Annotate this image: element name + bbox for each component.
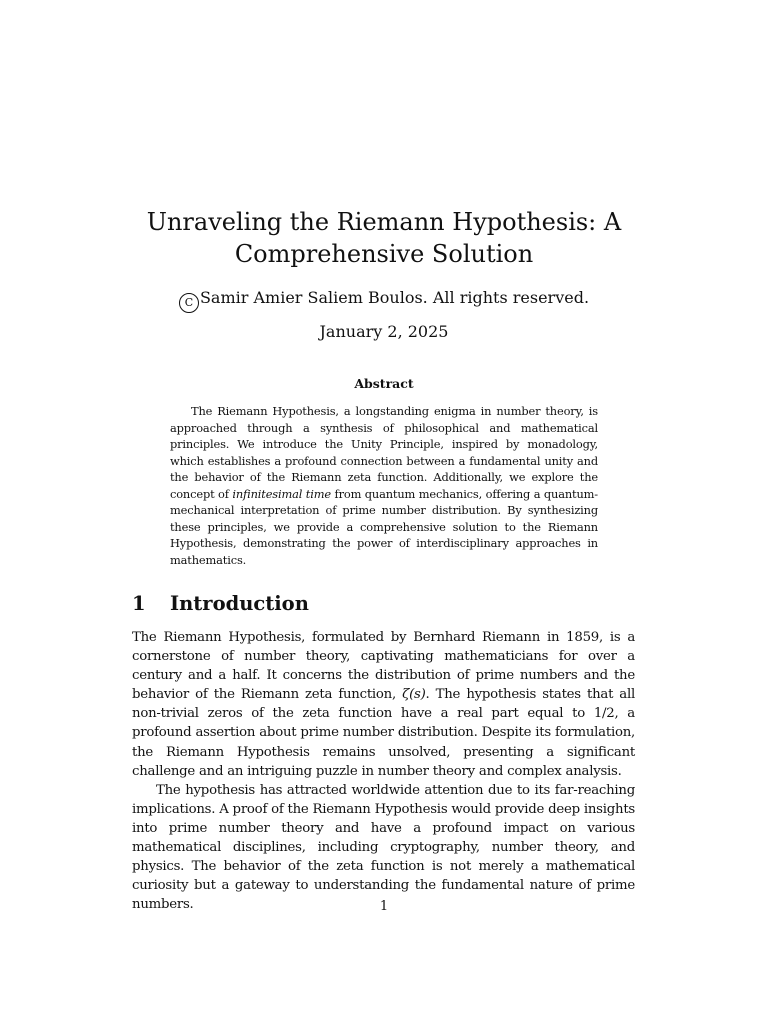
- title-line-2: Comprehensive Solution: [234, 240, 534, 268]
- abstract-text-2: from quantum mechanics, offering a quantum-mechanical interpretation of prime number distribution. By synthesizing these principles, we provide a comprehensive solution to the Riemann Hypothesis, demonstrating the power of interdisciplinary approaches in mathematics.: [170, 486, 598, 567]
- section-heading-introduction: [132, 591, 309, 617]
- section-title: Introduction: [170, 592, 309, 615]
- abstract-heading: Abstract: [354, 376, 414, 391]
- zeta-function-math: ζ(s): [402, 687, 426, 703]
- paper-date: January 2, 2025: [319, 322, 449, 341]
- paragraph-1: [132, 628, 635, 781]
- introduction-body: [132, 628, 635, 914]
- author-line: [132, 287, 636, 313]
- paragraph-1-text-b: . The hypothesis states that all non-trivial zeros of the zeta function have a real part equal to 1/2, a profound assertion about prime number distribution. Despite its formulation, the Riemann Hypothesis remains unsolved, presenting a significant challenge and an intriguing puzzle in number theory and complex analysis.: [132, 687, 635, 779]
- page-number: 1: [379, 899, 389, 914]
- title-line-1: Unraveling the Riemann Hypothesis: A: [146, 208, 622, 236]
- paragraph-1-text-a: The Riemann Hypothesis, formulated by Bernhard Riemann in 1859, is a cornerstone of number theory, captivating mathematicians for over a century and a half. It concerns the distribution of prime numbers and the behavior of the Riemann zeta function,: [132, 630, 635, 703]
- abstract-text-1: The Riemann Hypothesis, a longstanding enigma in number theory, is approached through a synthesis of philosophical and mathematical principles. We introduce the Unity Principle, inspired by monadology, which establishes a profound connection between a fundamental unity and the behavior of the Riemann zeta function. Additionally, we explore the concept of: [170, 404, 598, 501]
- paper-title: [132, 206, 636, 270]
- abstract-emphasis: infinitesimal time: [232, 486, 331, 501]
- paragraph-2: The hypothesis has attracted worldwide attention due to its far-reaching implications. A proof of the Riemann Hypothesis would provide deep insights into prime number theory and have a profound impact on various mathematical disciplines, including cryptography, number theory, and physics. The behavior of the zeta function is not merely a mathematical curiosity but a gateway to understanding the fundamental nature of prime numbers.: [132, 782, 635, 913]
- section-number: 1: [132, 592, 146, 615]
- author-name: Samir Amier Saliem Boulos. All rights reserved.: [199, 288, 590, 307]
- copyright-icon: C: [179, 293, 199, 313]
- abstract-body: [170, 403, 598, 568]
